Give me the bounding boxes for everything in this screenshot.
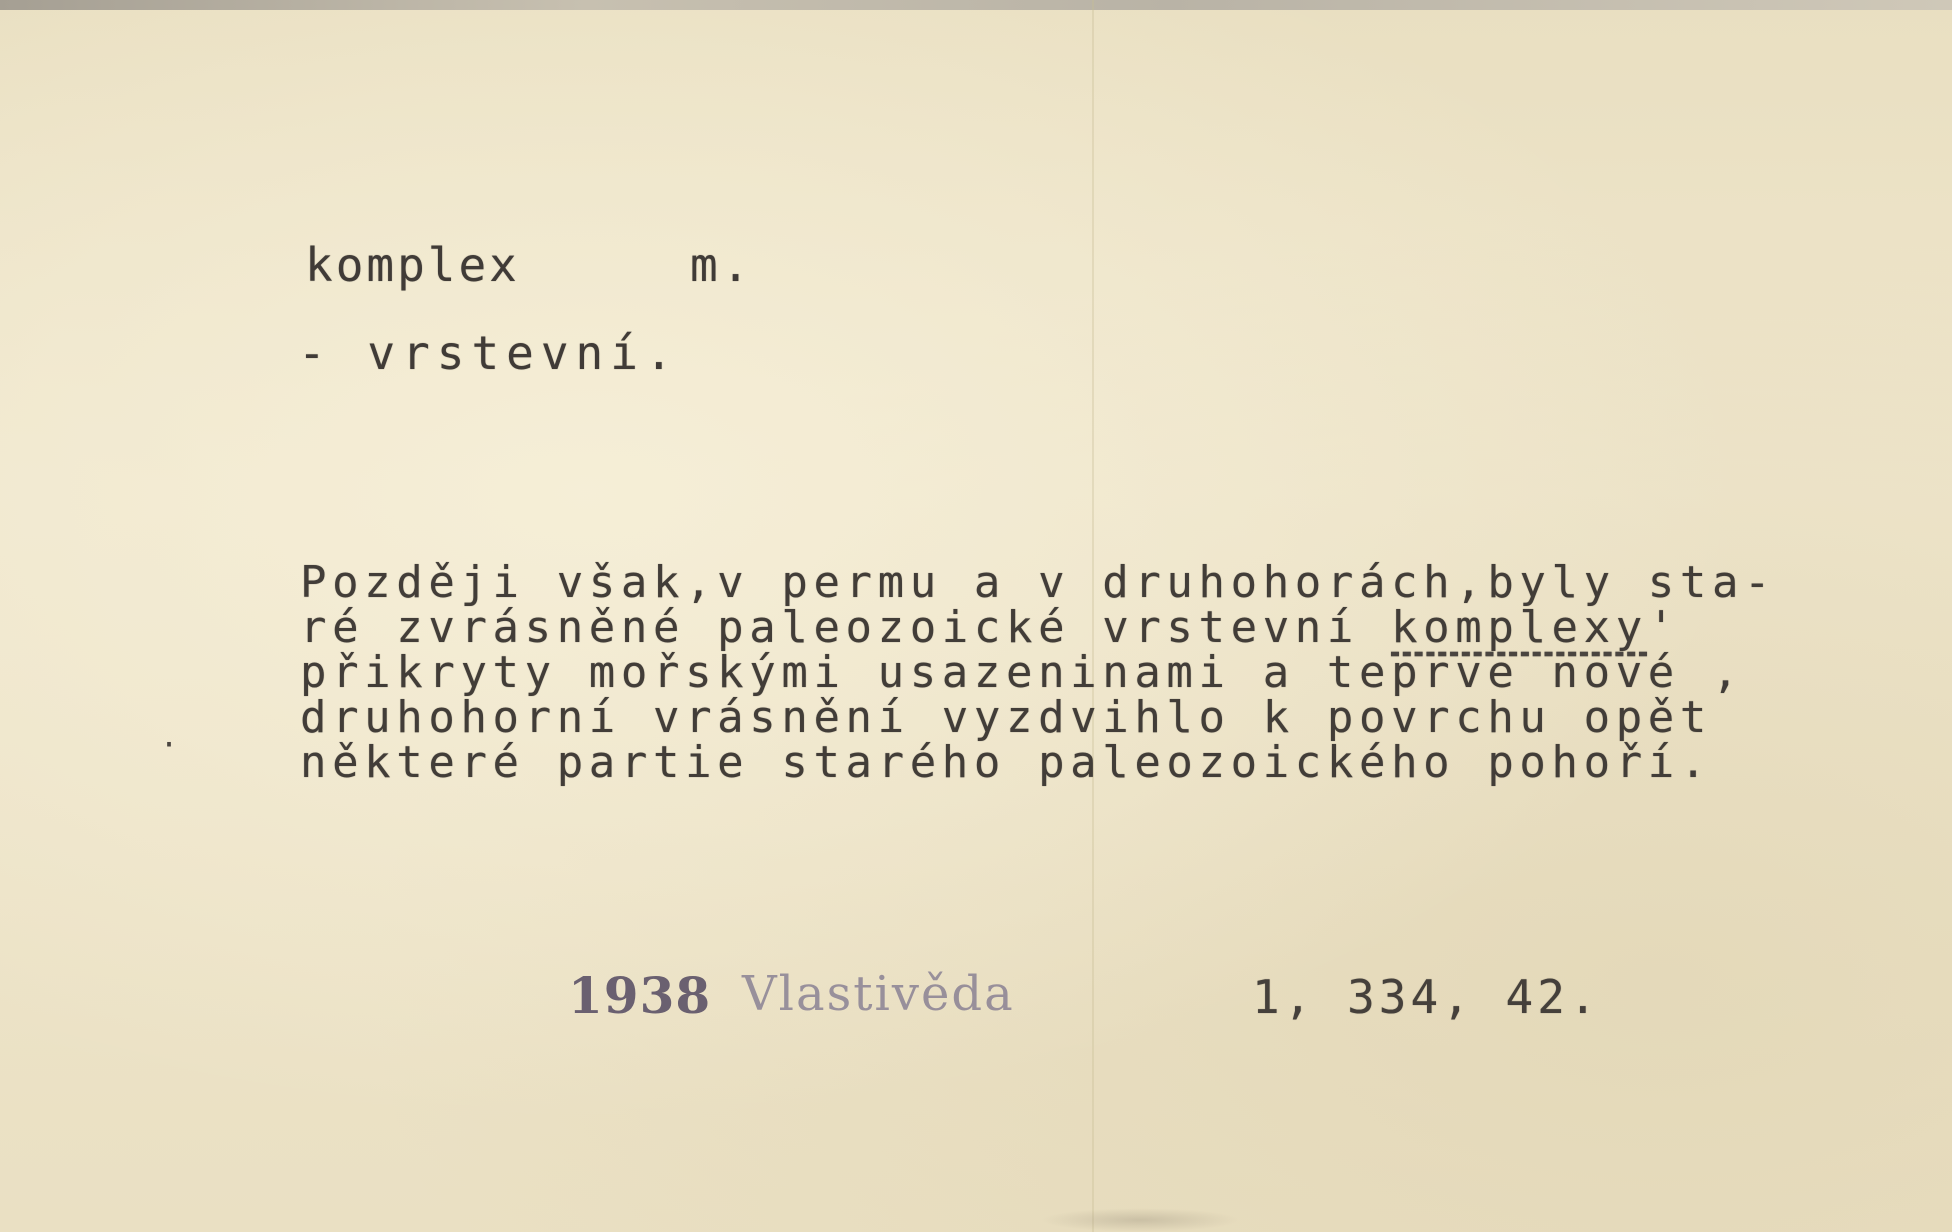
quote-line-2-end: ' xyxy=(1647,602,1680,653)
source-year-stamp: 1938 xyxy=(568,966,712,1025)
quote-line-5: některé partie starého paleozoického pohoří. xyxy=(300,737,1712,788)
quotation-text xyxy=(300,557,1820,788)
scan-bottom-mark xyxy=(1040,1208,1240,1232)
collocation: - vrstevní. xyxy=(298,326,680,380)
headword: komplex xyxy=(305,238,520,292)
margin-mark: · xyxy=(160,728,179,763)
quote-line-1: Později však,v permu a v druhohorách,byly sta- xyxy=(300,557,1777,608)
source-title-stamp: Vlastivěda xyxy=(742,966,1015,1022)
quote-line-2 xyxy=(300,602,1820,653)
quote-line-3: přikryty mořskými usazeninami a teprve nové , xyxy=(300,647,1745,698)
grammatical-gender: m. xyxy=(690,238,754,292)
highlighted-headword: komplexy xyxy=(1391,602,1648,653)
quote-line-4: druhohorní vrásnění vyzdvihlo k povrchu opět xyxy=(300,692,1712,743)
quote-line-2-start: ré zvrásněné paleozoické vrstevní xyxy=(300,602,1392,653)
scan-top-edge xyxy=(0,0,1952,10)
source-reference: 1, 334, 42. xyxy=(1252,970,1601,1024)
